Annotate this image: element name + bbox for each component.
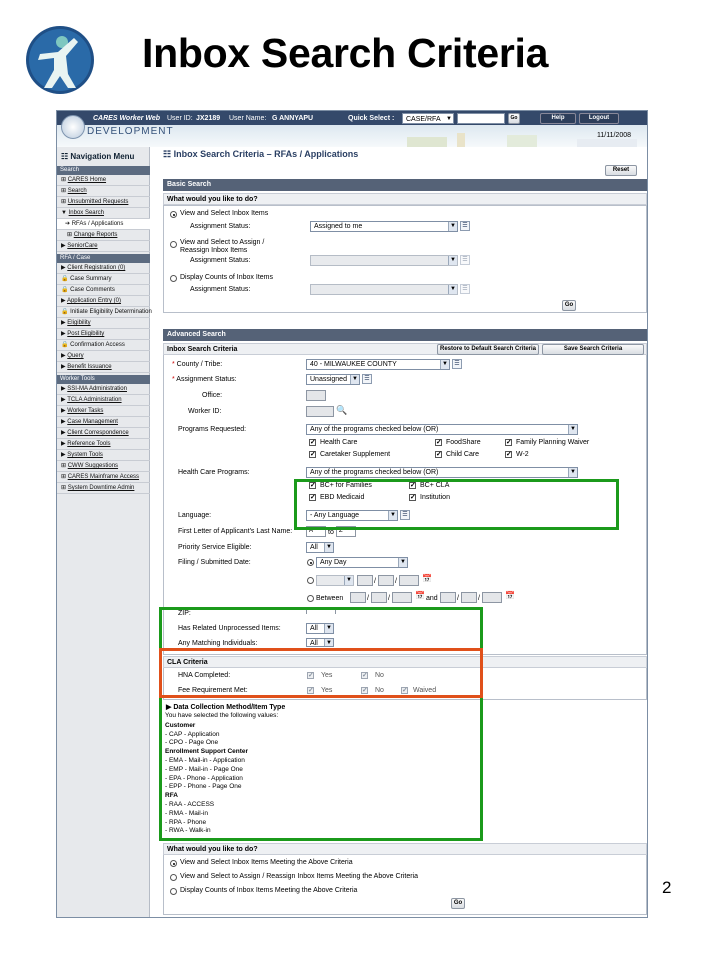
between-to-year[interactable] <box>482 592 502 603</box>
logout-button[interactable]: Logout <box>579 113 619 124</box>
sidebar-item-seniorcare[interactable]: ▶ SeniorCare <box>57 241 150 252</box>
dcm-item: - EMP - Mail-in - Page One <box>165 765 243 773</box>
final-question: What would you like to do? <box>163 843 647 855</box>
highlight-cla-criteria <box>159 648 483 698</box>
program-child-care: Child Care <box>446 451 480 458</box>
sidebar-item-inbox-search[interactable]: ▼ Inbox Search <box>57 208 150 219</box>
list-icon[interactable]: ☰ <box>362 374 372 384</box>
fee-yes: Yes <box>321 687 333 694</box>
user-name-label: User Name: <box>229 115 267 122</box>
sidebar-item-downtime-admin[interactable]: ⊞ System Downtime Admin <box>57 483 150 494</box>
chevron-down-icon: ▼ <box>344 576 353 585</box>
chk-fee-yes[interactable]: ✓ <box>308 687 314 694</box>
filing-day[interactable] <box>378 575 394 586</box>
filing-date-select[interactable] <box>316 575 354 586</box>
programs-select[interactable]: Any of the programs checked below (OR) ▼ <box>306 424 578 435</box>
grid-icon: ☷ <box>163 149 174 159</box>
search-icon[interactable]: 🔍 <box>336 405 348 415</box>
cla-header: CLA Criteria <box>163 656 647 668</box>
dcm-item: - EMA - Mail-in - Application <box>165 756 245 764</box>
sidebar-item-initiate-eligibility[interactable]: 🔒 Initiate Eligibility Determination <box>57 307 150 318</box>
language-label: Language: <box>178 512 212 519</box>
basic-question: What would you like to do? <box>163 193 647 205</box>
dcm-group-customer: Customer <box>165 721 196 729</box>
matching-label: Any Matching Individuals: <box>178 640 258 647</box>
sidebar-item-tcla[interactable]: ▶ TCLA Administration <box>57 395 150 406</box>
sidebar-item-reference-tools[interactable]: ▶ Reference Tools <box>57 439 150 450</box>
unprocessed-select[interactable]: All ▼ <box>306 623 334 634</box>
basic-assignment-select-2[interactable] <box>310 255 458 266</box>
sidebar-item-benefit-issuance[interactable]: ▶ Benefit Issuance <box>57 362 150 373</box>
sidebar-item-application-entry[interactable]: ▶ Application Entry (0) <box>57 296 150 307</box>
reset-button[interactable]: Reset <box>605 165 637 176</box>
final-opt3: Display Counts of Inbox Items Meeting the Above Criteria <box>180 887 358 894</box>
sidebar-section-worker-tools: Worker Tools <box>57 375 150 384</box>
calendar-icon[interactable]: 📅 <box>505 591 515 600</box>
letter-label: First Letter of Applicant's Last Name: <box>178 528 293 535</box>
skyline-graphic <box>387 131 647 147</box>
nav-menu-title: ☷ Navigation Menu <box>61 152 135 161</box>
dcm-item: - RMA - Mail-in <box>165 809 208 817</box>
list-icon[interactable]: ☰ <box>400 510 410 520</box>
basic-radio-view[interactable] <box>170 211 177 218</box>
list-icon[interactable]: ☰ <box>460 255 470 265</box>
sidebar-item-system-tools[interactable]: ▶ System Tools <box>57 450 150 461</box>
chevron-down-icon: ▼ <box>448 256 457 265</box>
current-date: 11/11/2008 <box>597 132 631 139</box>
county-select[interactable]: 40 - MILWAUKEE COUNTY ▼ <box>306 359 450 370</box>
page-title: ☷ Inbox Search Criteria – RFAs / Applications <box>163 149 359 159</box>
basic-search-panel <box>163 205 647 313</box>
calendar-icon[interactable]: 📅 <box>415 591 425 600</box>
dcm-group-rfa: RFA <box>165 792 178 800</box>
fee-waived: Waived <box>413 687 437 694</box>
sidebar-item-cares-home[interactable]: ⊞ CARES Home <box>57 175 150 186</box>
filing-year[interactable] <box>399 575 419 586</box>
hna-label: HNA Completed: <box>178 672 231 679</box>
sidebar-item-ssi-ma[interactable]: ▶ SSI-MA Administration <box>57 384 150 395</box>
chk-bc-families[interactable]: ✓ <box>310 482 316 489</box>
and-label: and <box>426 595 438 602</box>
unprocessed-label: Has Related Unprocessed Items: <box>178 625 281 632</box>
sidebar-item-query[interactable]: ▶ Query <box>57 351 150 362</box>
hc-bc-families: BC+ for Families <box>320 482 372 489</box>
quick-select-input[interactable] <box>457 113 505 124</box>
fee-no: No <box>375 687 384 694</box>
basic-opt2-line1: View and Select to Assign / <box>180 239 265 246</box>
slide-title: Inbox Search Criteria <box>142 30 549 76</box>
dcm-item: - EPA - Phone - Application <box>165 774 243 782</box>
hna-yes: Yes <box>321 672 333 679</box>
dcm-item: - EPP - Phone - Page One <box>165 783 242 791</box>
basic-opt1-label: View and Select Inbox Items <box>180 210 269 217</box>
basic-radio-assign[interactable] <box>170 241 177 248</box>
sidebar-item-eligibility[interactable]: ▶ Eligibility <box>57 318 150 329</box>
chevron-right-icon: ▶ <box>166 704 174 711</box>
programs-label: Programs Requested: <box>178 426 247 433</box>
chevron-down-icon: ▼ <box>568 425 577 434</box>
sidebar-item-worker-tasks[interactable]: ▶ Worker Tasks <box>57 406 150 417</box>
sidebar <box>57 147 150 918</box>
hc-institution: Institution <box>420 494 450 501</box>
dcm-item: - RPA - Phone <box>165 818 207 826</box>
sidebar-item-mainframe-access[interactable]: ⊞ CARES Mainframe Access <box>57 472 150 483</box>
sidebar-item-case-comments[interactable]: 🔒 Case Comments <box>57 285 150 296</box>
chk-fee-no[interactable]: ✓ <box>362 687 368 694</box>
chk-hna-yes[interactable]: ✓ <box>308 672 314 679</box>
restore-defaults-button[interactable]: Restore to Default Search Criteria <box>437 344 539 355</box>
worker-id-field[interactable] <box>306 406 334 417</box>
program-foodshare: FoodShare <box>446 439 481 446</box>
dcm-header[interactable]: ▶ Data Collection Method/Item Type <box>166 704 286 711</box>
office-label: Office: <box>202 392 223 399</box>
basic-opt2-line2: Reassign Inbox Items <box>180 247 248 254</box>
basic-radio-counts[interactable] <box>170 275 177 282</box>
basic-assign-label-2: Assignment Status: <box>190 257 251 264</box>
dcm-item: - CPO - Page One <box>165 739 219 747</box>
sidebar-item-case-summary[interactable]: 🔒 Case Summary <box>57 274 150 285</box>
chevron-down-icon: ▼ <box>350 375 359 384</box>
list-icon[interactable]: ☰ <box>452 359 462 369</box>
help-button[interactable]: Help <box>540 113 576 124</box>
chevron-down-icon: ▼ <box>324 543 333 552</box>
sidebar-item-case-management[interactable]: ▶ Case Management <box>57 417 150 428</box>
environment: DEVELOPMENT <box>87 126 174 137</box>
sidebar-section-rfa-case: RFA / Case <box>57 254 150 263</box>
program-health-care: Health Care <box>320 439 358 446</box>
between-from-year[interactable] <box>392 592 412 603</box>
chk-institution[interactable]: ✓ <box>410 494 416 501</box>
program-family-planning: Family Planning Waiver <box>516 439 590 446</box>
highlight-new-criteria <box>159 607 483 841</box>
user-id-label: User ID: <box>167 115 193 122</box>
filing-radio-between[interactable] <box>307 595 314 602</box>
dcm-item: - RAA - ACCESS <box>165 800 215 808</box>
dcm-item: - RWA - Walk-in <box>165 827 211 835</box>
basic-assignment-select-1[interactable]: Assigned to me ▼ <box>310 221 458 232</box>
sidebar-item-change-reports[interactable]: ⊞ Change Reports <box>57 230 150 241</box>
final-radio-assign[interactable] <box>170 874 177 881</box>
final-radio-view[interactable] <box>170 860 177 867</box>
slide-number: 2 <box>662 878 672 897</box>
chk-caretaker[interactable]: ✓ <box>310 451 316 458</box>
final-panel <box>163 855 647 915</box>
user-name: G ANNYAPU <box>272 115 314 122</box>
sidebar-section-search: Search <box>57 166 150 175</box>
priority-label: Priority Service Eligible: <box>178 544 252 551</box>
sidebar-item-rfas[interactable]: ➔ RFAs / Applications <box>57 219 150 230</box>
between-label: Between <box>316 595 344 602</box>
county-label: * County / Tribe: <box>172 361 223 368</box>
hc-programs-select[interactable]: Any of the programs checked below (OR) ▼ <box>306 467 578 478</box>
calendar-icon[interactable]: 📅 <box>422 574 432 583</box>
between-from-day[interactable] <box>371 592 387 603</box>
dcm-item: - CAP - Application <box>165 730 220 738</box>
user-id: JX2189 <box>196 115 221 122</box>
sidebar-item-post-eligibility[interactable]: ▶ Post Eligibility <box>57 329 150 340</box>
between-to-month[interactable] <box>440 592 456 603</box>
save-criteria-button[interactable]: Save Search Criteria <box>542 344 644 355</box>
program-w2: W-2 <box>516 451 529 458</box>
chevron-down-icon: ▼ <box>324 624 333 633</box>
assign-status-label: * Assignment Status: <box>172 376 237 383</box>
chk-bc-cla[interactable]: ✓ <box>410 482 416 489</box>
menu-icon: ☷ <box>61 152 71 161</box>
basic-assign-label-1: Assignment Status: <box>190 223 251 230</box>
hc-bc-cla: BC+ CLA <box>420 482 450 489</box>
chk-fee-waived[interactable]: ✓ <box>402 687 408 694</box>
chk-w2[interactable]: ✓ <box>506 451 512 458</box>
sidebar-item-confirmation-access[interactable]: 🔒 Confirmation Access <box>57 340 150 351</box>
chk-ebd-medicaid[interactable]: ✓ <box>310 494 316 501</box>
final-radio-counts[interactable] <box>170 888 177 895</box>
basic-assignment-select-3[interactable] <box>310 284 458 295</box>
final-opt1: View and Select Inbox Items Meeting the Above Criteria <box>180 859 353 866</box>
filing-month[interactable] <box>357 575 373 586</box>
quick-select-label: Quick Select : <box>348 115 395 122</box>
letter-to-label: to <box>328 529 334 536</box>
environment-bar <box>57 125 648 147</box>
sidebar-item-unsubmitted[interactable]: ⊞ Unsubmitted Requests <box>57 197 150 208</box>
language-select[interactable]: - Any Language ▼ <box>306 510 398 521</box>
matching-select[interactable]: All ▼ <box>306 638 334 647</box>
chevron-down-icon: ▼ <box>398 558 407 567</box>
advanced-search-header: Advanced Search <box>163 329 647 341</box>
basic-opt3-label: Display Counts of Inbox Items <box>180 274 273 281</box>
office-field[interactable] <box>306 390 326 401</box>
chk-family-planning[interactable]: ✓ <box>506 439 512 446</box>
letter-from-field[interactable]: A <box>306 526 326 537</box>
go-button[interactable]: Go <box>508 113 520 124</box>
between-from-month[interactable] <box>350 592 366 603</box>
priority-select[interactable]: All ▼ <box>306 542 334 553</box>
cares-logo-icon <box>61 115 85 139</box>
final-opt2: View and Select to Assign / Reassign Inbox Items Meeting the Above Criteria <box>180 873 418 880</box>
chevron-down-icon: ▼ <box>388 511 397 520</box>
list-icon[interactable]: ☰ <box>460 221 470 231</box>
advanced-sub-header: Inbox Search Criteria <box>163 343 647 355</box>
hc-programs-label: Health Care Programs: <box>178 469 250 476</box>
final-go-button[interactable]: Go <box>451 898 465 909</box>
filing-select[interactable]: Any Day ▼ <box>316 557 408 568</box>
chevron-down-icon: ▼ <box>446 116 452 122</box>
between-to-day[interactable] <box>461 592 477 603</box>
hna-no: No <box>375 672 384 679</box>
zip-label: ZIP: <box>178 610 191 617</box>
advanced-search-panel: * County / Tribe: 40 - MILWAUKEE COUNTY ▼ ☰ * Assignment Status: Unassigned ▼ ☰ Office: Worker ID: 🔍 Programs Requested: Any of the programs checked below (OR) ▼ ✓ Health Care ✓ FoodShare ✓ Family Planning Waiver ✓ Caretaker Supplement ✓ Child Care ✓ W-2 Health Care Programs: Any of the programs checked below (OR) ▼ ✓ BC+ for Families ✓ BC+ CLA ✓ EBD Medicaid ✓ Institution Language: - Any Language ▼ ☰ First Letter of Applicant's Last Name: A to Z Priority Service Eligible: All ▼ Filing / Submitted Date: Any Day ▼ ▼ / / 📅 Between / / 📅 and / / 📅 ZIP: Has Related Unprocessed Items: All ▼ Any Matching Individuals: All ▼ <box>163 355 647 655</box>
hc-ebd-medicaid: EBD Medicaid <box>320 494 365 501</box>
dcm-intro: You have selected the following values: <box>165 712 279 719</box>
chevron-down-icon: ▼ <box>568 468 577 477</box>
filing-label: Filing / Submitted Date: <box>178 559 251 566</box>
program-caretaker: Caretaker Supplement <box>320 451 391 458</box>
brand: CARES Worker Web <box>93 115 161 122</box>
sidebar-item-client-registration[interactable]: ▶ Client Registration (0) <box>57 263 150 274</box>
basic-assign-label-3: Assignment Status: <box>190 286 251 293</box>
chk-health-care[interactable]: ✓ <box>310 439 316 446</box>
dcm-group-esc: Enrollment Support Center <box>165 748 249 756</box>
basic-search-header: Basic Search <box>163 179 647 191</box>
assign-status-select[interactable]: Unassigned ▼ <box>306 374 360 385</box>
highlight-hc-programs <box>294 479 619 530</box>
chk-child-care[interactable]: ✓ <box>436 451 442 458</box>
chevron-down-icon: ▼ <box>448 285 457 294</box>
sidebar-item-cww-suggestions[interactable]: ⊞ CWW Suggestions <box>57 461 150 472</box>
filing-radio-any[interactable] <box>307 559 314 566</box>
top-bar <box>57 111 648 125</box>
sidebar-item-client-correspondence[interactable]: ▶ Client Correspondence <box>57 428 150 439</box>
letter-to-field[interactable]: Z <box>336 526 356 537</box>
filing-radio-date[interactable] <box>307 577 314 584</box>
fee-label: Fee Requirement Met: <box>178 687 248 694</box>
quick-select[interactable]: CASE/RFA ▼ <box>402 113 454 124</box>
chk-hna-no[interactable]: ✓ <box>362 672 368 679</box>
chk-foodshare[interactable]: ✓ <box>436 439 442 446</box>
chevron-down-icon: ▼ <box>448 222 457 231</box>
sidebar-item-search[interactable]: ⊞ Search <box>57 186 150 197</box>
worker-id-label: Worker ID: <box>188 408 222 415</box>
logo <box>24 24 96 96</box>
chevron-down-icon: ▼ <box>324 639 333 647</box>
chevron-down-icon: ▼ <box>440 360 449 369</box>
basic-go-button[interactable]: Go <box>562 300 576 311</box>
list-icon[interactable]: ☰ <box>460 284 470 294</box>
